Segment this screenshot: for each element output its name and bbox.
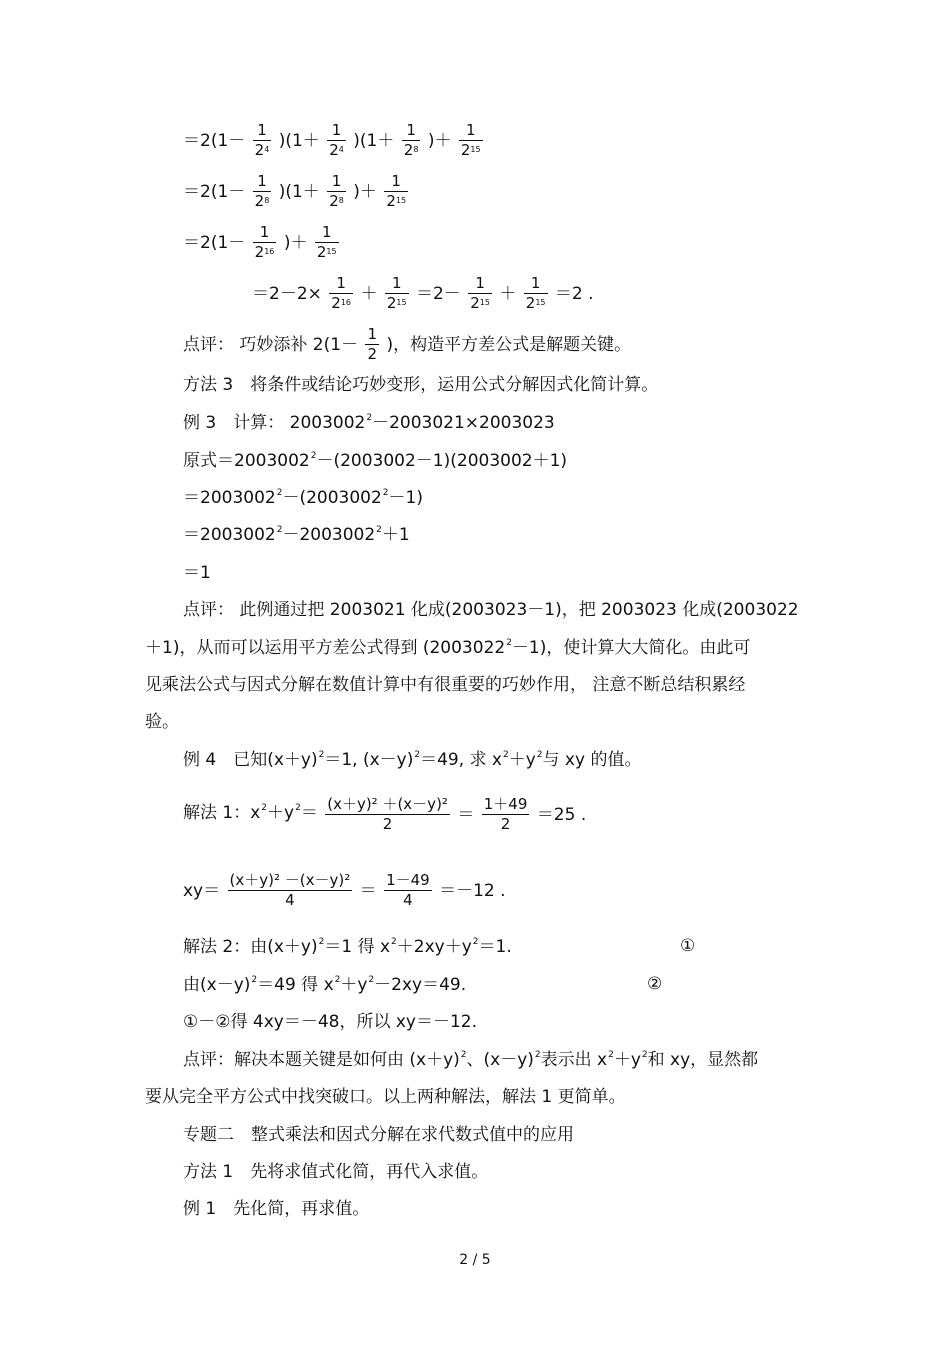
page-number: 2 / 5	[459, 1252, 491, 1268]
comment-2-line-2: ＋1)，从而可以运用平方差公式得到 $(2003022^2-1)$，使计算大大简化。由此可	[145, 638, 751, 658]
fraction: $\frac{1}{2^8}$	[329, 172, 344, 210]
fraction: $\frac{1}{2^8}$	[254, 172, 270, 210]
fraction: $\frac{1}{2^{15}}$	[386, 274, 407, 312]
fraction: $\frac{1}{2^8}$	[403, 121, 419, 159]
comment-1: 点评： 巧妙添补 2(1－ $\frac{1}{2}$ )，构造平方差公式是解题关键。	[183, 325, 632, 363]
comment-2-line-1: 点评： 此例通过把 2003021 化成(2003023－1)，把 2003023 化成(2003022	[183, 600, 799, 620]
fraction: $\frac{1}{2^{15}}$	[386, 172, 407, 210]
fraction: $\frac{1}{2^{16}}$	[331, 274, 352, 312]
fraction: $\frac{1-49}{4}$	[386, 871, 430, 909]
fraction: $\frac{1}{2}$	[367, 325, 378, 363]
fraction: $\frac{1}{2^4}$	[329, 121, 344, 159]
step-3: $=2003002^2-2003002^2+1$	[183, 525, 410, 545]
example-4: 例 4 已知$(x+y)^2=1$, $(x-y)^2=49$, 求 $x^2+y^2$与 xy 的值。	[183, 750, 642, 770]
comment-3-line-1: 点评：解决本题关键是如何由 $(x+y)^2$、$(x-y)^2$表示出 $x^2+y^2$和 xy，显然都	[183, 1050, 759, 1070]
fraction: $\frac{1}{2^4}$	[254, 121, 270, 159]
solution-1-line-1: 解法 1：$x^2+y^2=$ $\frac{\text{(x＋y)² ＋(x－y)²}}{2}$ ＝ $\frac{1+49}{2}$ ＝25 .	[183, 795, 587, 833]
comment-2-line-3: 见乘法公式与因式分解在数值计算中有很重要的巧妙作用， 注意不断总结积累经	[145, 675, 746, 695]
fraction: $\frac{1}{2^{15}}$	[470, 274, 490, 312]
equation-line-1: ＝2(1－ $\frac{1}{2^4}$ )(1＋ $\frac{1}{2^4}$ )(1＋ $\frac{1}{2^8}$ )＋ $\frac{1}{2^{15}}$	[183, 121, 481, 159]
solution-2-line-2: 由$(x-y)^2=49$ 得 $x^2+y^2-2xy=49$.	[183, 975, 467, 995]
step-2: $=2003002^2-(2003002^2-1)$	[183, 488, 423, 508]
fraction: $\frac{1}{2^{15}}$	[460, 121, 481, 159]
solution-2-line-3: ①－②得 4xy＝－48，所以 xy＝－12.	[183, 1012, 478, 1032]
fraction: $\frac{\text{(x＋y)² －(x－y)²}}{4}$	[229, 871, 351, 909]
fraction: $\frac{1}{2^{15}}$	[525, 274, 546, 312]
comment-2-line-4: 验。	[145, 712, 179, 732]
circled-one-mark: ①	[680, 936, 696, 956]
solution-2-line-1: 解法 2：由$(x+y)^2=1$ 得 $x^2+2xy+y^2=1$.	[183, 937, 512, 957]
topic-2-heading: 专题二 整式乘法和因式分解在求代数式值中的应用	[183, 1125, 574, 1145]
circled-two-mark: ②	[647, 974, 663, 994]
equation-line-4: ＝2－2× $\frac{1}{2^{16}}$ ＋ $\frac{1}{2^{15}}$ ＝2－ $\frac{1}{2^{15}}$ ＋ $\frac{1}{2^{15}}$ ＝2 .	[252, 274, 594, 312]
equation-line-2: ＝2(1－ $\frac{1}{2^8}$ )(1＋ $\frac{1}{2^8}$ )＋ $\frac{1}{2^{15}}$	[183, 172, 407, 210]
example-1: 例 1 先化简，再求值。	[183, 1199, 370, 1219]
method-1: 方法 1 先将求值式化简，再代入求值。	[183, 1162, 489, 1182]
comment-3-line-2: 要从完全平方公式中找突破口。以上两种解法，解法 1 更简单。	[145, 1087, 626, 1107]
fraction: $\frac{1+49}{2}$	[483, 795, 528, 833]
example-3: 例 3 计算： $2003002^2-2003021\times 2003023$	[183, 413, 555, 433]
method-3: 方法 3 将条件或结论巧妙变形，运用公式分解因式化简计算。	[183, 375, 659, 395]
step-4: ＝1	[183, 563, 211, 583]
fraction: $\frac{1}{2^{15}}$	[316, 223, 337, 261]
equation-line-3: ＝2(1－ $\frac{1}{2^{16}}$ )＋ $\frac{1}{2^{15}}$	[183, 223, 337, 261]
fraction: $\frac{\text{(x＋y)² ＋(x－y)²}}{2}$	[327, 795, 448, 833]
original-expression: 原式$=2003002^2-(2003002-1)(2003002+1)$	[183, 451, 568, 471]
solution-1-line-2: xy＝ $\frac{\text{(x＋y)² －(x－y)²}}{4}$ ＝ $\frac{1-49}{4}$ ＝－12 .	[183, 871, 506, 909]
fraction: $\frac{1}{2^{16}}$	[254, 223, 275, 261]
